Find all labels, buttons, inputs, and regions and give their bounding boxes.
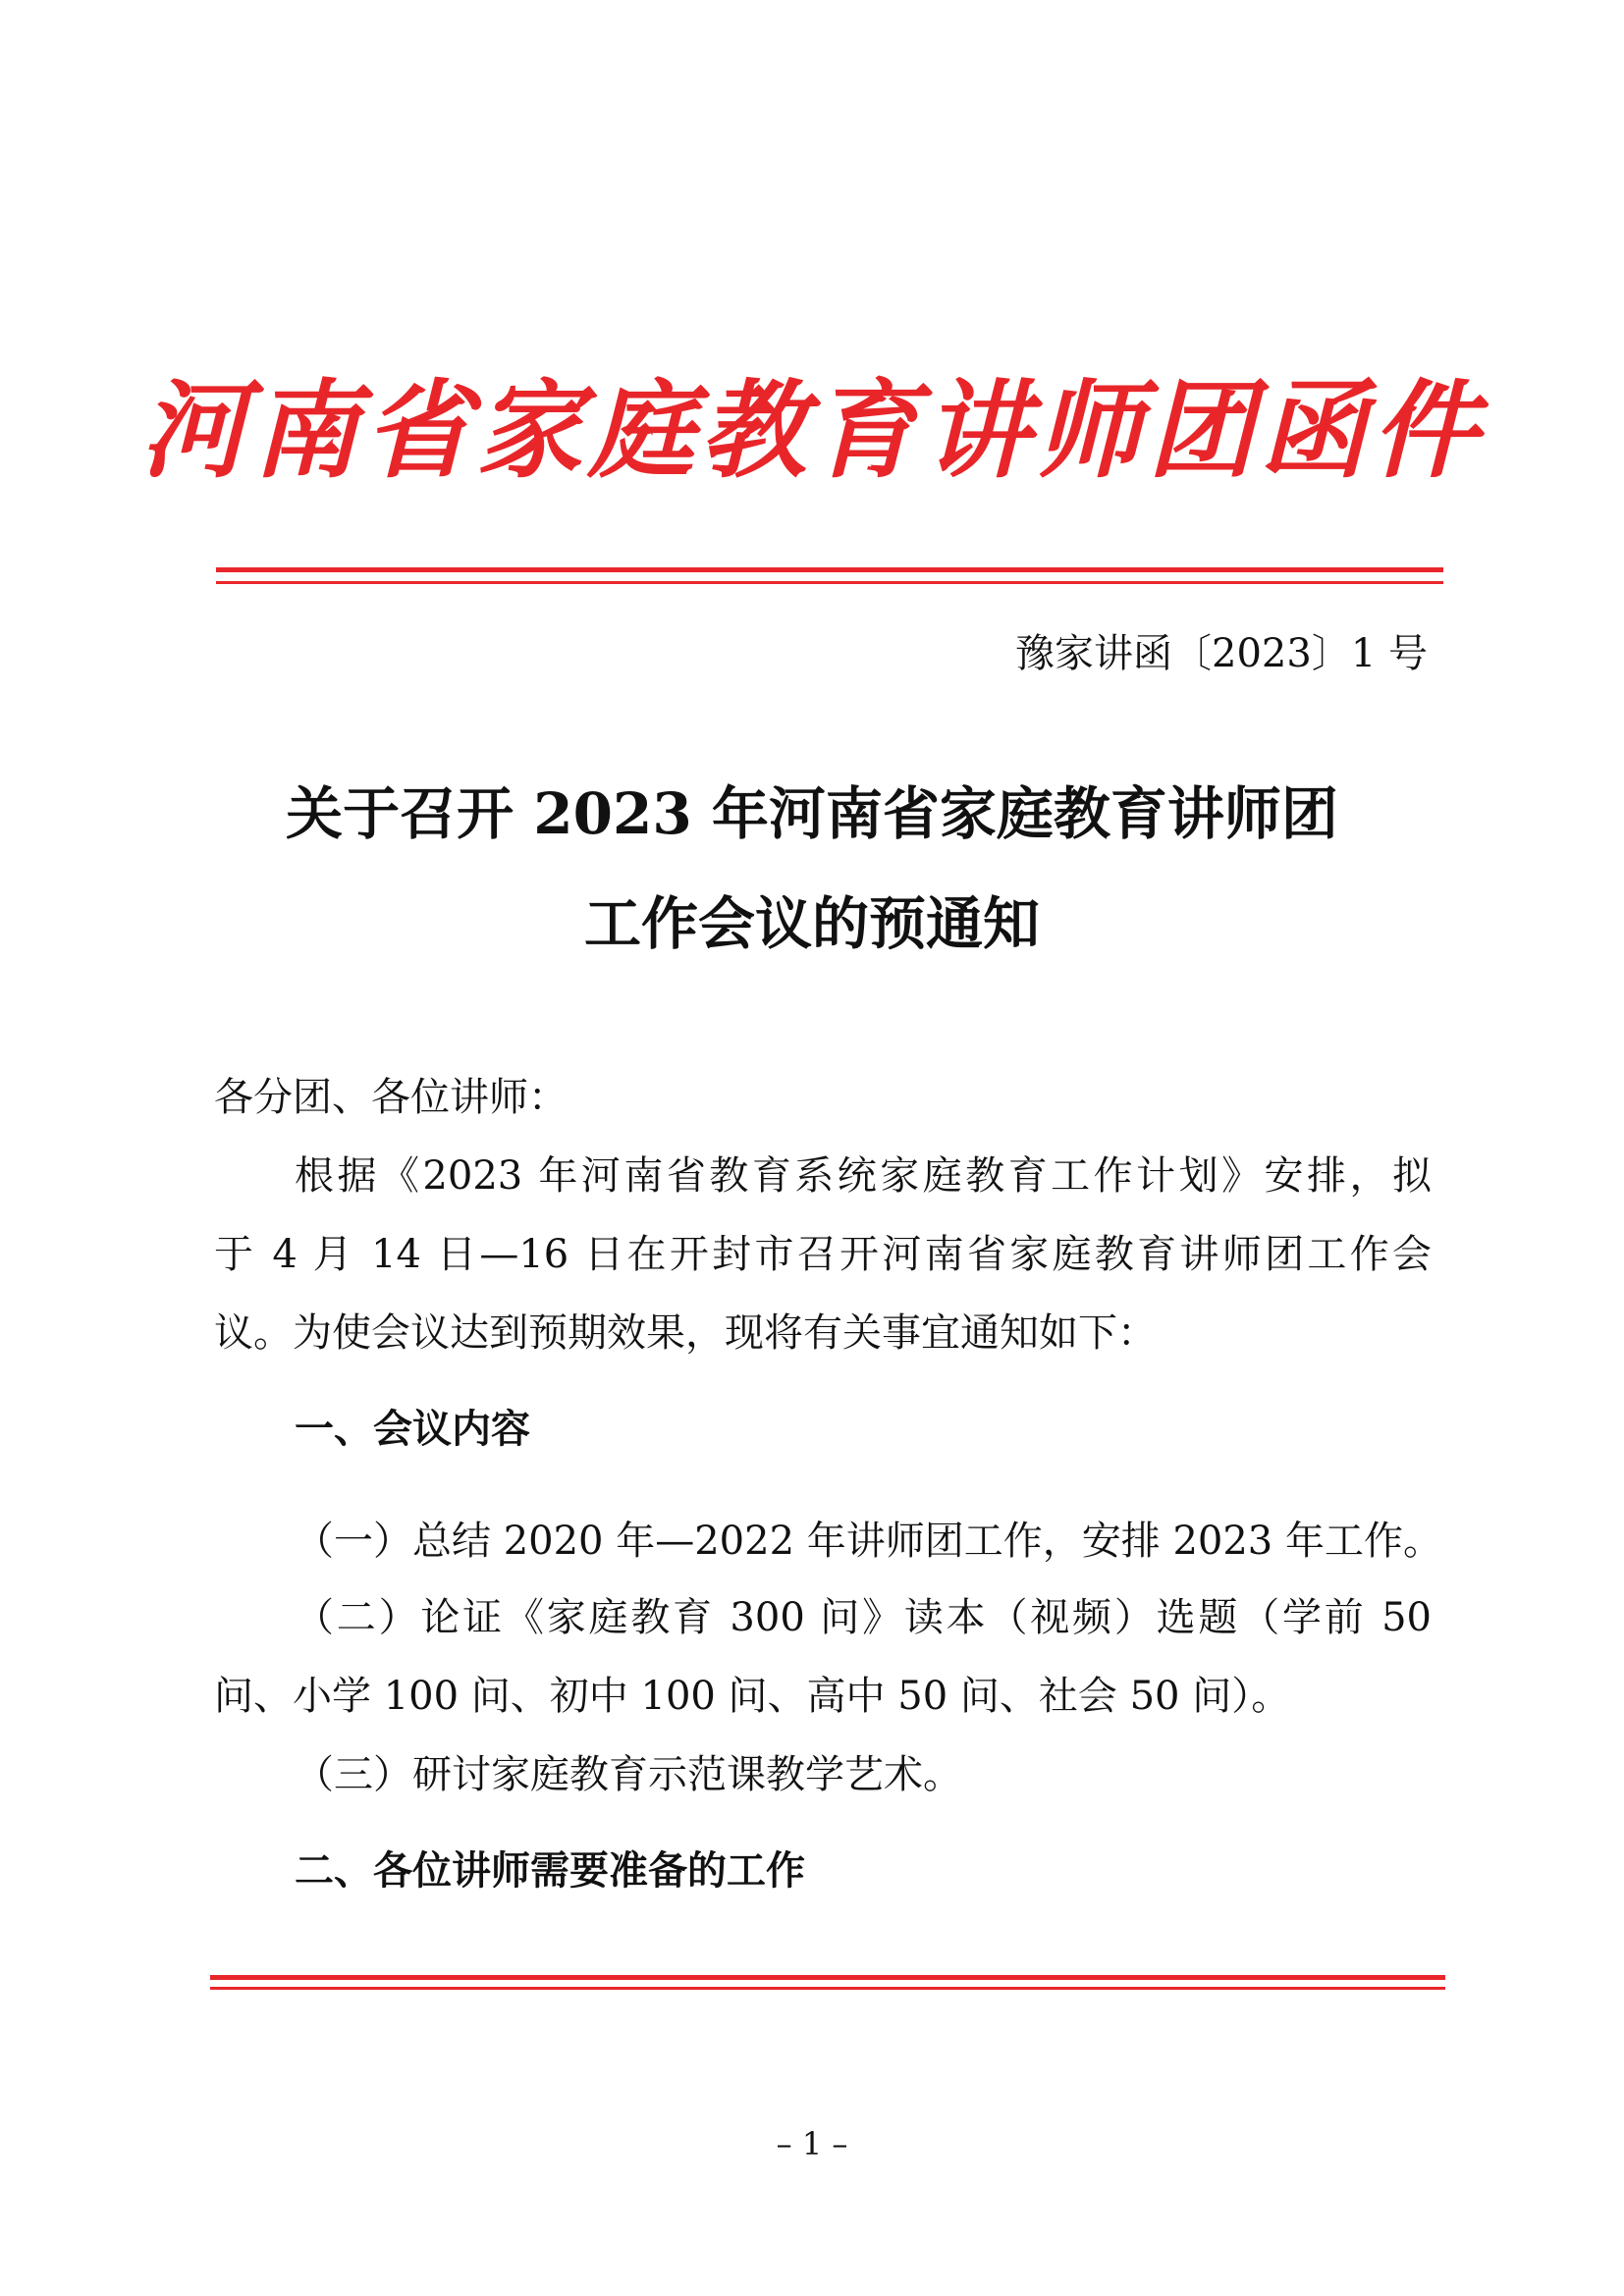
section-1-item-2-line-1: （二）论证《家庭教育 300 问》读本（视频）选题（学前 50 <box>295 1595 1432 1640</box>
title-line-2: 工作会议的预通知 <box>583 890 1040 957</box>
masthead-title: 河南省家庭教育讲师团函件 <box>139 370 1484 493</box>
title-line-1: 关于召开 2023 年河南省家庭教育讲师团 <box>286 780 1338 847</box>
section-1-heading: 一、会议内容 <box>295 1407 530 1452</box>
footer-rule-thick <box>210 1975 1445 1980</box>
section-1-item-2-line-2: 问、小学 100 问、初中 100 问、高中 50 问、社会 50 问）。 <box>214 1674 1291 1719</box>
section-1-item-1: （一）总结 2020 年—2022 年讲师团工作，安排 2023 年工作。 <box>295 1519 1442 1564</box>
section-1-item-3: （三）研讨家庭教育示范课教学艺术。 <box>295 1752 962 1797</box>
intro-line-3: 议。为使会议达到预期效果，现将有关事宜通知如下： <box>214 1310 1157 1356</box>
salutation: 各分团、各位讲师： <box>214 1075 568 1120</box>
document-number: 豫家讲函〔2023〕1 号 <box>1015 631 1428 676</box>
header-rule-thin <box>216 581 1443 584</box>
page-number: – 1 – <box>776 2125 848 2163</box>
intro-line-2: 于 4 月 14 日—16 日在开封市召开河南省家庭教育讲师团工作会 <box>214 1232 1432 1277</box>
header-rule-thick <box>216 567 1443 572</box>
footer-rule-thin <box>210 1987 1445 1990</box>
section-2-heading: 二、各位讲师需要准备的工作 <box>295 1848 805 1894</box>
intro-line-1: 根据《2023 年河南省教育系统家庭教育工作计划》安排，拟 <box>295 1153 1432 1199</box>
